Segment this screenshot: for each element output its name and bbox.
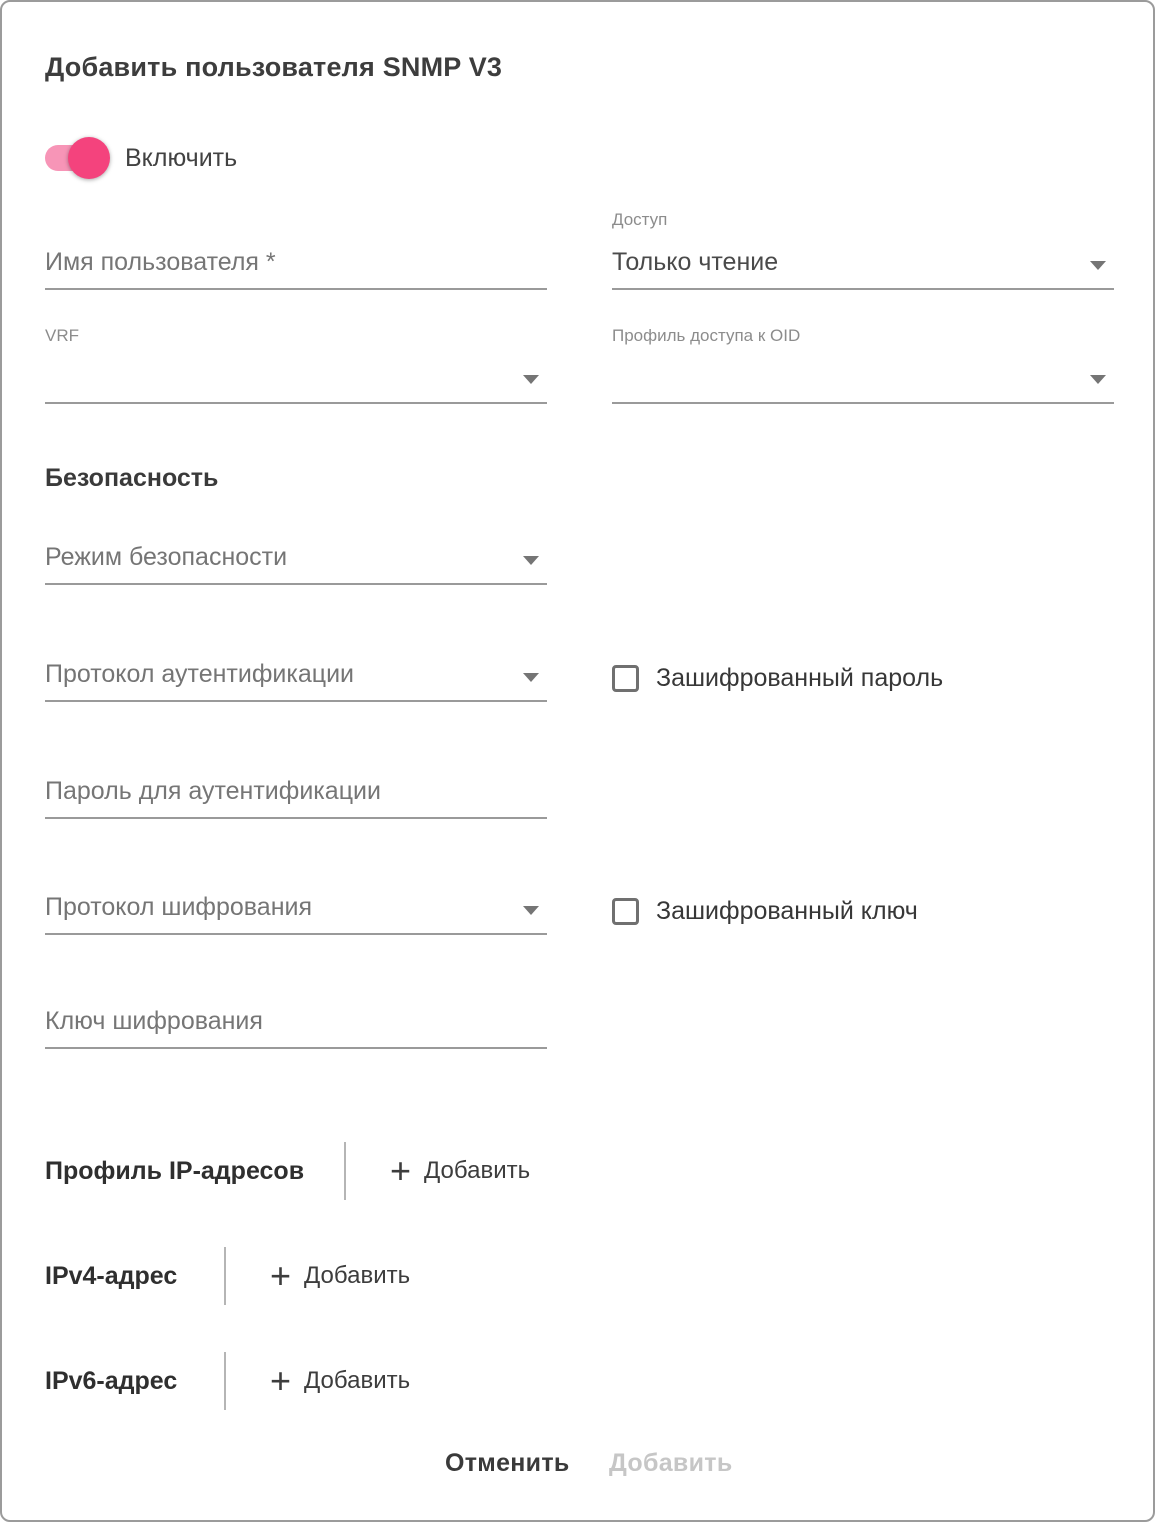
- add-ipv4-address-button-label: Добавить: [304, 1262, 411, 1289]
- enable-toggle-label: Включить: [125, 143, 238, 172]
- enable-toggle[interactable]: [45, 136, 111, 180]
- privacy-protocol-placeholder: Протокол шифрования: [45, 893, 313, 921]
- security-section-heading: Безопасность: [45, 464, 219, 492]
- add-ip-profile-button[interactable]: [390, 1150, 531, 1191]
- vrf-label: VRF: [45, 326, 79, 345]
- vertical-divider: [224, 1247, 226, 1305]
- submit-button[interactable]: Добавить: [609, 1449, 733, 1477]
- vertical-divider: [224, 1352, 226, 1410]
- plus-icon: +: [270, 1360, 292, 1401]
- security-mode-select[interactable]: [45, 521, 547, 585]
- encrypted-key-checkbox[interactable]: [612, 898, 639, 925]
- add-ip-profile-button-label: Добавить: [424, 1157, 531, 1184]
- dropdown-arrow-icon: [523, 375, 539, 384]
- dialog-title: Добавить пользователя SNMP V3: [45, 52, 503, 82]
- auth-password-input[interactable]: [45, 777, 547, 806]
- privacy-key-input[interactable]: [45, 1007, 547, 1036]
- enable-toggle-row: [45, 136, 237, 180]
- dropdown-arrow-icon: [523, 556, 539, 565]
- auth-protocol-placeholder: Протокол аутентификации: [45, 660, 354, 688]
- dropdown-arrow-icon: [523, 906, 539, 915]
- encrypted-password-label: Зашифрованный пароль: [656, 664, 944, 692]
- plus-icon: +: [390, 1150, 412, 1191]
- dropdown-arrow-icon: [1090, 261, 1106, 270]
- plus-icon: +: [270, 1255, 292, 1296]
- add-ipv6-address-button-label: Добавить: [304, 1367, 411, 1394]
- encrypted-password-checkbox[interactable]: [612, 665, 639, 692]
- oid-profile-select[interactable]: [612, 340, 1114, 404]
- access-select[interactable]: [612, 226, 1114, 290]
- encrypted-key-label: Зашифрованный ключ: [656, 897, 918, 925]
- oid-profile-label: Профиль доступа к OID: [612, 326, 801, 345]
- cancel-button[interactable]: Отменить: [445, 1449, 570, 1477]
- vertical-divider: [344, 1142, 346, 1200]
- privacy-protocol-select[interactable]: [45, 871, 547, 935]
- vrf-select[interactable]: [45, 340, 547, 404]
- ipv6-address-label: IPv6-адрес: [45, 1366, 178, 1395]
- username-field: [45, 226, 547, 290]
- add-ipv6-address-button[interactable]: [270, 1360, 411, 1401]
- ipv4-address-label: IPv4-адрес: [45, 1261, 178, 1290]
- security-mode-placeholder: Режим безопасности: [45, 543, 288, 571]
- auth-password-field: [45, 755, 547, 819]
- username-input[interactable]: [45, 248, 547, 277]
- ip-profile-label: Профиль IP-адресов: [45, 1156, 305, 1185]
- access-select-value: Только чтение: [612, 248, 779, 276]
- privacy-key-field: [45, 985, 547, 1049]
- add-ipv4-address-button[interactable]: [270, 1255, 411, 1296]
- encrypted-key-row: [612, 897, 918, 926]
- ipv4-address-row: [45, 1247, 410, 1305]
- ip-profile-row: [45, 1142, 530, 1200]
- encrypted-password-row: [612, 664, 943, 693]
- toggle-thumb-icon: [68, 137, 110, 179]
- auth-protocol-select[interactable]: [45, 638, 547, 702]
- dropdown-arrow-icon: [1090, 375, 1106, 384]
- dropdown-arrow-icon: [523, 673, 539, 682]
- access-label: Доступ: [612, 210, 668, 229]
- ipv6-address-row: [45, 1352, 410, 1410]
